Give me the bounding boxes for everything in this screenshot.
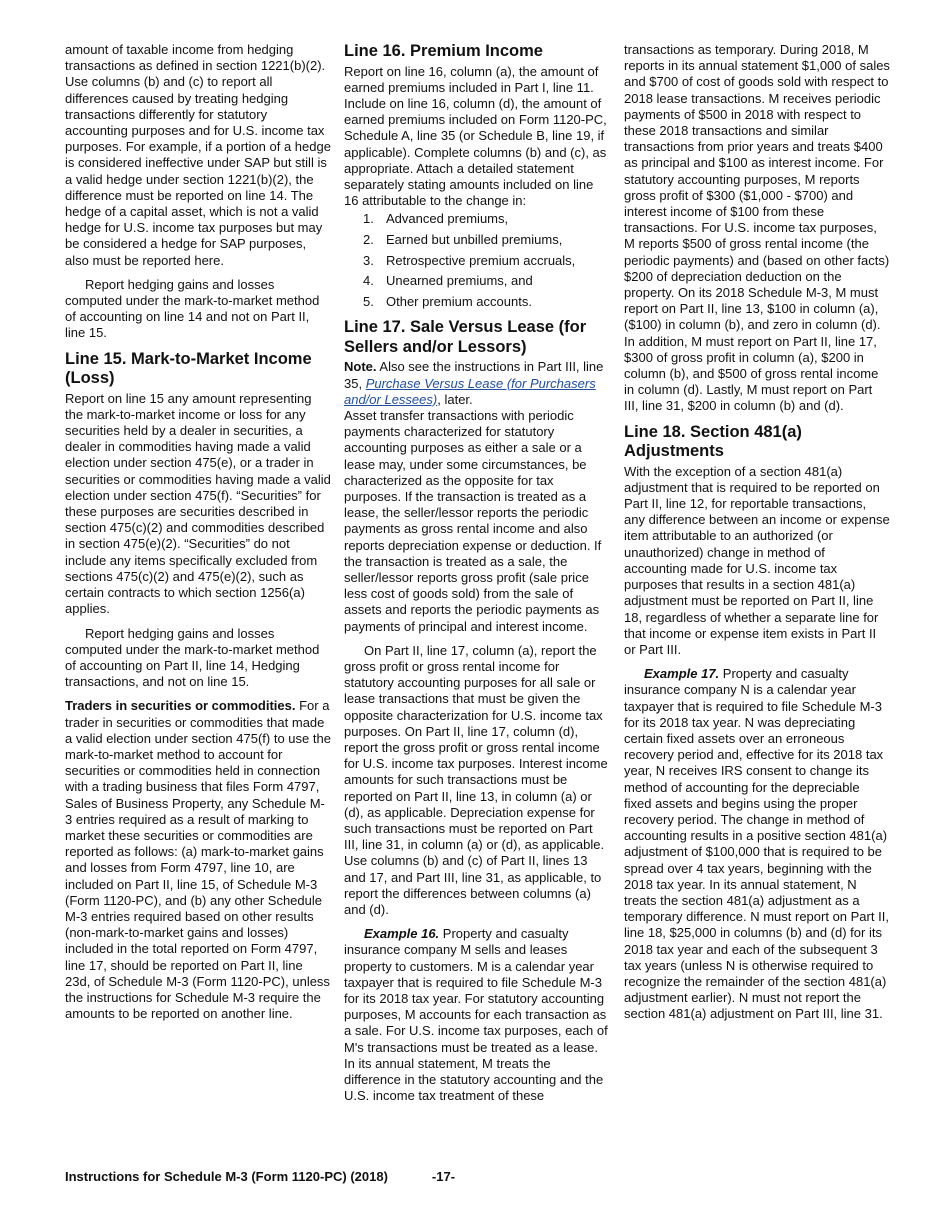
column-right: [624, 42, 890, 1031]
example-16-continued: transactions as temporary. During 2018, M reports in its annual statement $1,000 of sales and $700 of cost of goods sold with respect to 2018 lease transactions. M receives periodic payments of $500 in 2018 with respect to these 2018 transactions and similar transactions from prior years and treats $400 as principal and $100 as interest income. For statutory accounting purposes, M reports gross profit of $300 ($1,000 - $700) and interest income of $100 from these transactions. For U.S. income tax purposes, M reports $500 of gross rental income (the periodic payments) and (based on other facts) $200 of depreciation deduction on the property. On its 2018 Schedule M-3, M must report on Part II, line 13, $100 in column (a), ($100) in column (b), and zero in column (d). In addition, M must report on Part II, line 17, $300 of gross profit in column (a), $200 in column (b), and $500 of gross rental income in column (d). Lastly, M must report on Part III, line 31, $200 in column (b) and (d).: [624, 42, 890, 414]
list-item: 1. Advanced premiums,: [363, 211, 509, 227]
list-item: 2. Earned but unbilled premiums,: [363, 232, 563, 248]
list-item: 4. Unearned premiums, and: [363, 273, 533, 289]
example-16-paragraph: Example 16. Property and casualty insurance company M sells and leases property to customers. M is a calendar year taxpayer that is required to file Schedule M-3 for its 2018 tax year. For statutory accounting purposes, M accounts for each transaction as a sale. For U.S. income tax purposes, each of M's transactions must be treated as a lease. In its annual statement, M treats the difference in the statutory accounting and the U.S. income tax treatment of these: [344, 926, 608, 1104]
column-left: [65, 42, 331, 1030]
line-16-paragraph: Report on line 16, column (a), the amount of earned premiums included in Part I, line 11. Include on line 16, column (d), the amount of earned premiums included on Form 1120-PC, Schedule A, line 35 (or Schedule B, line 19, if applicable). Complete columns (b) and (c), as appropriate. Attach a detailed statement separately stating amounts included on line 16 attributable to the change in:: [344, 63, 607, 209]
example-17-label: Example 17.: [644, 666, 720, 682]
traders-paragraph: [65, 698, 331, 1022]
line-17-heading: Line 17. Sale Versus Lease (for Sellers and/or Lessors): [344, 318, 587, 356]
line-16-heading: Line 16. Premium Income: [344, 42, 543, 60]
premium-list: [344, 211, 610, 310]
hedging-paragraph: amount of taxable income from hedging transactions as defined in section 1221(b)(2). Use columns (b) and (c) to report all differences caused by treating hedging transactions differently for statutory accounting purposes and for U.S. income tax purposes. For example, if a portion of a hedge is considered ineffective under SAP but still is a valid hedge under section 1221(b)(2), the difference must be reported on line 14. The hedge of a capital asset, which is not a valid hedge for U.S. income tax purposes but may be considered a hedge for SAP purposes, also must be reported here.: [65, 42, 331, 268]
column-middle: [344, 42, 610, 1112]
page-footer: [65, 1169, 455, 1184]
traders-body: For a trader in securities or commodities that made a valid election under section 475(f) to use the mark-to-market method to account for securities or commodities held in connection with a trading business that files Form 4797, Sales of Business Property, any Schedule M-3 entries required as a result of marking to market these securities or commodities are reported as follows: (a) mark-to-market gains and losses from Form 4797, line 10, are included on Part II, line 15, of Schedule M-3 (Form 1120-PC), and (b) any other Schedule M-3 entries required based on other results (non-mark-to-market gains and losses) included in the total reported on Form 4797, line 17, should be reported on Part II, line 23d, of Schedule M-3 (Form 1120-PC), unless the instructions for Schedule M-3 require the amounts to be reported on another line.: [65, 698, 331, 1022]
page-number: -17-: [431, 1169, 456, 1184]
line-17-note: Note. Also see the instructions in Part III, line 35, Purchase Versus Lease (for Purchasers and/or Lessees), later.: [344, 359, 604, 407]
purchase-versus-lease-link[interactable]: Purchase Versus Lease (for Purchasers and/or Lessees): [344, 375, 596, 407]
line-15-hedging-paragraph: Report hedging gains and losses computed under the mark-to-market method of accounting on Part II, line 14, Hedging transactions, and not on line 15.: [65, 625, 320, 690]
hedging-mtm-paragraph: Report hedging gains and losses computed under the mark-to-market method of accounting on line 14 and not on Part II, line 15.: [65, 276, 320, 341]
list-item: 3. Retrospective premium accruals,: [363, 252, 576, 268]
line-18-paragraph: With the exception of a section 481(a) adjustment that is required to be reported on Part II, line 12, for reportable transactions, any difference between an income or expense item attributable to an authorized (or unauthorized) change in method of accounting made for U.S. income tax purposes that results in a section 481(a) adjustment must be reported on Part II, line 18, regardless of whether a separate line for that income or expense item exists in Part II or Part III.: [624, 463, 890, 657]
line-17-reporting-paragraph: On Part II, line 17, column (a), report the gross profit or gross rental income for statutory accounting purposes for all sale or lease transactions that must be given the opposite characterization for U.S. income tax purposes. On Part II, line 17, column (d), report the gross profit or gross rental income for U.S. income tax purposes. Interest income amounts for such transactions must be reported on Part II, line 13, in column (a) or (d), as applicable. Depreciation expense for such transactions must be reported on Part III, line 31, in column (a) or (d), as applicable. Use columns (b) and (c) of Part II, lines 13 and 17, and Part III, line 31, as applicable, to report the differences between columns (a) and (d).: [344, 642, 608, 918]
traders-heading: Traders in securities or commodities.: [65, 698, 296, 714]
footer-title: Instructions for Schedule M-3 (Form 1120-PC) (2018): [65, 1169, 388, 1184]
line-15-paragraph: Report on line 15 any amount representing the mark-to-market income or loss for any securities held by a dealer in securities, a dealer in commodities having made a valid election under section 475(e), or a trader in securities or commodities having made a valid election under section 475(f). “Securities” for these purposes are securities described in section 475(c)(2) and commodities described in section 475(e)(2). “Securities” do not include any items specifically excluded from sections 475(c)(2) and 475(e)(2), such as certain contracts to which section 1256(a) applies.: [65, 390, 331, 617]
example-17-paragraph: Example 17. Property and casualty insurance company N is a calendar year taxpayer that is required to file Schedule M-3 for its 2018 tax year. N was depreciating certain fixed assets over an erroneous recovery period and, effective for its 2018 tax year, N receives IRS consent to change its method of accounting for the depreciable fixed assets and begins using the proper recovery period. The change in method of accounting results in a positive section 481(a) adjustment of $100,000 that is required to be spread over 4 tax years, beginning with the 2018 tax year. In its annual statement, N treats the section 481(a) adjustment as a temporary difference. N must report on Part II, line 18, $25,000 in columns (b) and (d) for its 2018 tax year and each of the subsequent 3 tax years (unless N is otherwise required to recognize the remainder of the section 481(a) adjustment earlier). N must not report the section 481(a) adjustment on Part III, line 31.: [624, 666, 889, 1022]
example-16-label: Example 16.: [364, 926, 440, 942]
line-18-heading: Line 18. Section 481(a) Adjustments: [624, 422, 802, 461]
line-17-paragraph: Asset transfer transactions with periodic payments characterized for statutory accounting purposes as either a sale or a lease may, under some circumstances, be characterized as the opposite for tax purposes. If the transaction is treated as a lease, the seller/lessor reports the periodic payments as gross rental income and also reports depreciation expense or deduction. If the transaction is treated as a sale, the seller/lessor reports gross profit (sale price less cost of goods sold) from the sale of assets and reports the periodic payments as payments of principal and interest income.: [344, 407, 602, 634]
line-15-heading: Line 15. Mark-to-Market Income (Loss): [65, 349, 312, 388]
list-item: 5. Other premium accounts.: [363, 294, 532, 310]
